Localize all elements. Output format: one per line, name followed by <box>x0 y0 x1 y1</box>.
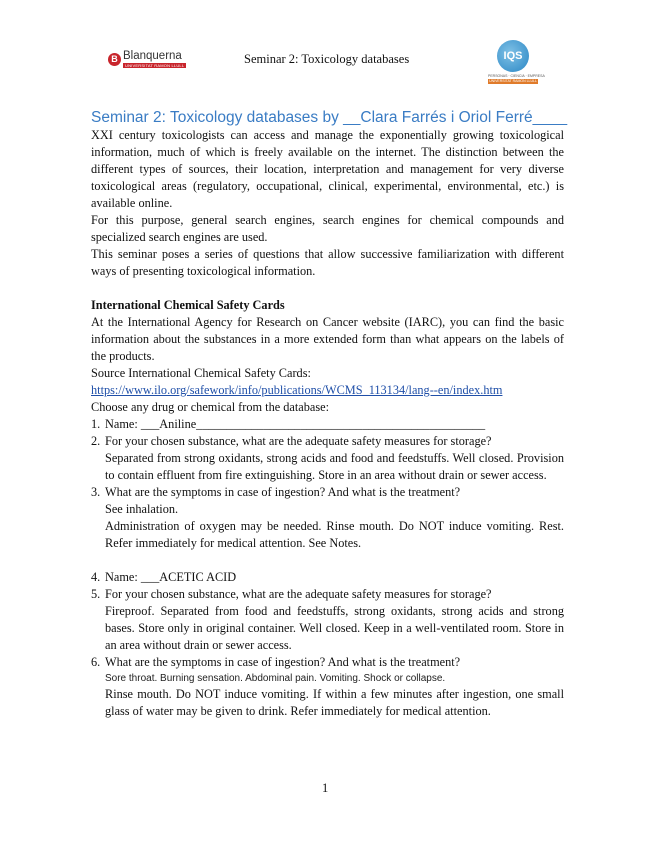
intro-paragraph-3: This seminar poses a series of questions that allow successive familiarization with different ways of presenting toxicological information. <box>91 247 564 278</box>
question-text: Name: ___ACETIC ACID <box>105 570 237 584</box>
header-title: Seminar 2: Toxicology databases <box>244 52 410 66</box>
answer-3b: Administration of oxygen may be needed. Rinse mouth. Do NOT induce vomiting. Rest. Refer immediately for medical attention. See Notes. <box>105 519 564 550</box>
question-number: 4. <box>91 570 101 584</box>
question-2 <box>91 433 564 450</box>
question-text: For your chosen substance, what are the adequate safety measures for storage? <box>105 434 492 448</box>
section-intro: At the International Agency for Research on Cancer website (IARC), you can find the basic information about the substances in a more extended form than what appears on the labels of the products. <box>91 315 564 363</box>
question-text: Name: ___Aniline_______________________________________________ <box>105 417 486 431</box>
question-number: 6. <box>91 655 101 669</box>
page-number: 1 <box>322 781 329 795</box>
section-heading: International Chemical Safety Cards <box>91 298 285 312</box>
question-3 <box>91 484 564 501</box>
intro-paragraph-2: For this purpose, general search engines, search engines for chemical compounds and specialized search engines are used. <box>91 213 564 244</box>
blanquerna-logo <box>108 50 186 68</box>
blanquerna-mark-icon: B <box>108 53 121 66</box>
blanquerna-subtitle: UNIVERSITAT RAMON LLULL <box>125 63 185 68</box>
answer-3a: See inhalation. <box>105 502 179 516</box>
question-5 <box>91 586 564 603</box>
question-text: For your chosen substance, what are the adequate safety measures for storage? <box>105 587 492 601</box>
document-body <box>91 108 568 720</box>
source-label: Source International Chemical Safety Cards: <box>91 366 311 380</box>
question-number: 5. <box>91 587 101 601</box>
answer-6b: Rinse mouth. Do NOT induce vomiting. If within a few minutes after ingestion, one small glass of water may be given to drink. Refer immediately for medical attention. <box>105 687 564 718</box>
blanquerna-name: Blanquerna <box>123 50 182 62</box>
iqs-circle-icon: IQS <box>497 40 529 72</box>
page-header <box>0 0 655 90</box>
question-number: 3. <box>91 485 101 499</box>
answer-2: Separated from strong oxidants, strong acids and food and feedstuffs. Well closed. Provision to contain effluent from fire extinguishing. Store in an area without drain or sewer access. <box>105 451 564 482</box>
question-text: What are the symptoms in case of ingestion? And what is the treatment? <box>105 485 461 499</box>
answer-5: Fireproof. Separated from food and feedstuffs, strong oxidants, strong acids and strong bases. Store only in original container. Well closed. Keep in a well-ventilated room. Store in an area without drain or sewer access. <box>105 604 564 652</box>
question-6 <box>91 654 564 671</box>
iqs-subtitle-2: UNIVERSITAT RAMON LLULL <box>489 79 537 83</box>
question-4 <box>91 569 564 586</box>
document-title: Seminar 2: Toxicology databases by __Clara Farrés i Oriol Ferré____ <box>91 109 568 126</box>
choose-text: Choose any drug or chemical from the database: <box>91 400 329 414</box>
source-link[interactable]: https://www.ilo.org/safework/info/publications/WCMS_113134/lang--en/index.htm <box>91 383 503 397</box>
question-1 <box>91 416 564 433</box>
intro-paragraph-1: XXI century toxicologists can access and manage the exponentially growing toxicological information, much of which is freely available on the internet. The distinction between the different types of sources, their location, interpretation and management for very diverse toxicological areas (regulatory, occupational, clinical, experimental, environmental, etc.) is available online. <box>91 128 564 210</box>
question-number: 2. <box>91 434 101 448</box>
answer-6a: Sore throat. Burning sensation. Abdominal pain. Vomiting. Shock or collapse. <box>105 673 446 684</box>
iqs-logo <box>488 40 545 84</box>
question-text: What are the symptoms in case of ingestion? And what is the treatment? <box>105 655 461 669</box>
iqs-subtitle-1: PERSONAS · CIENCIA · EMPRESA <box>488 74 545 78</box>
question-number: 1. <box>91 417 101 431</box>
